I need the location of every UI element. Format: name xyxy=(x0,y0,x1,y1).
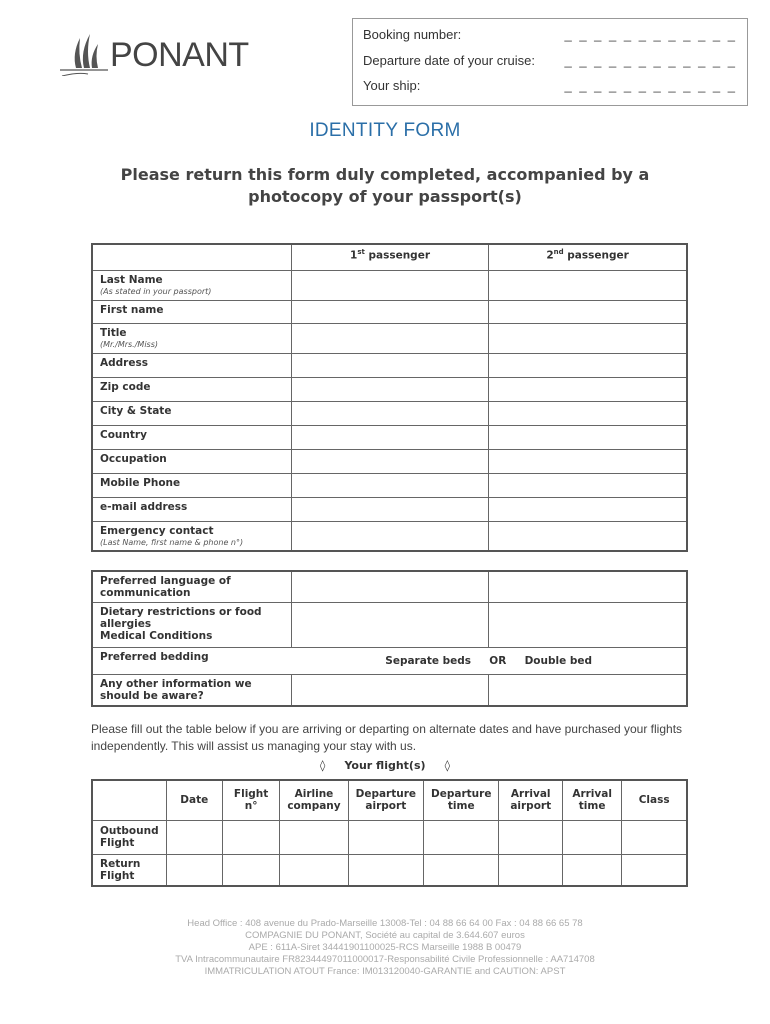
ship-blank[interactable]: _ _ _ _ _ _ _ _ _ _ _ _ xyxy=(564,78,737,93)
table-row xyxy=(92,571,687,603)
table-row xyxy=(92,300,687,323)
row-label-last-name: Last Name (As stated in your passport) xyxy=(92,270,291,300)
row-label-address: Address xyxy=(92,353,291,377)
passenger-table xyxy=(91,243,688,552)
table-row xyxy=(92,854,687,886)
outbound-flight-field[interactable] xyxy=(222,820,279,854)
email-p2-field[interactable] xyxy=(489,497,687,521)
row-label-mobile: Mobile Phone xyxy=(92,473,291,497)
zip-p2-field[interactable] xyxy=(489,377,687,401)
return-dep-airport-field[interactable] xyxy=(348,854,423,886)
emergency-p2-field[interactable] xyxy=(489,521,687,551)
flights-heading: ◊ Your flight(s) ◊ xyxy=(319,759,451,772)
table-header-row xyxy=(92,244,687,270)
return-flight-field[interactable] xyxy=(222,854,279,886)
table-row xyxy=(92,497,687,521)
flights-header-row xyxy=(92,780,687,820)
table-row xyxy=(92,603,687,648)
return-arr-airport-field[interactable] xyxy=(499,854,563,886)
outbound-dep-time-field[interactable] xyxy=(424,820,499,854)
ship-label: Your ship: xyxy=(363,78,421,93)
ship-row xyxy=(363,78,737,100)
dietary-p1-field[interactable] xyxy=(291,603,488,648)
country-p2-field[interactable] xyxy=(489,425,687,449)
return-arr-time-field[interactable] xyxy=(562,854,621,886)
row-label-language: Preferred language of communication xyxy=(92,571,291,603)
row-label-return: Return Flight xyxy=(92,854,166,886)
table-row xyxy=(92,401,687,425)
preferences-table xyxy=(91,570,688,707)
ponant-logo xyxy=(58,32,278,76)
row-label-dietary-medical: Dietary restrictions or food allergies Medical Conditions xyxy=(92,603,291,648)
return-date-field[interactable] xyxy=(166,854,222,886)
row-label-bedding: Preferred bedding xyxy=(92,648,291,675)
header-arrival-airport: Arrival airport xyxy=(499,780,563,820)
return-dep-time-field[interactable] xyxy=(424,854,499,886)
header-blank xyxy=(92,244,291,270)
row-label-city: City & State xyxy=(92,401,291,425)
footer-line: IMMATRICULATION ATOUT France: IM013120040-GARANTIE and CAUTION: APST xyxy=(204,966,566,977)
occupation-p1-field[interactable] xyxy=(291,449,488,473)
table-row xyxy=(92,353,687,377)
address-p2-field[interactable] xyxy=(489,353,687,377)
outbound-date-field[interactable] xyxy=(166,820,222,854)
return-airline-field[interactable] xyxy=(280,854,348,886)
language-p1-field[interactable] xyxy=(291,571,488,603)
mobile-p2-field[interactable] xyxy=(489,473,687,497)
occupation-p2-field[interactable] xyxy=(489,449,687,473)
mobile-p1-field[interactable] xyxy=(291,473,488,497)
city-p2-field[interactable] xyxy=(489,401,687,425)
header-arrival-time: Arrival time xyxy=(562,780,621,820)
table-row xyxy=(92,377,687,401)
row-label-country: Country xyxy=(92,425,291,449)
title-p2-field[interactable] xyxy=(489,323,687,353)
header-date: Date xyxy=(166,780,222,820)
form-subtitle: Please return this form duly completed, accompanied by a photocopy of your passport(s) xyxy=(120,165,650,206)
departure-date-blank[interactable]: _ _ _ _ _ _ _ _ _ _ _ _ xyxy=(564,53,737,68)
table-row xyxy=(92,675,687,707)
footer-line: APE : 611A-Siret 34441901100025-RCS Marseille 1988 B 00479 xyxy=(248,942,522,953)
footer-line: TVA Intracommunautaire FR82344497011000017-Responsabilité Civile Professionnelle : AA714708 xyxy=(175,954,595,965)
header-passenger-1: 1st passenger xyxy=(291,244,488,270)
booking-number-blank[interactable]: _ _ _ _ _ _ _ _ _ _ _ _ xyxy=(564,27,737,42)
first-name-p2-field[interactable] xyxy=(489,300,687,323)
flights-table xyxy=(91,779,688,887)
header-departure-airport: Departure airport xyxy=(348,780,423,820)
outbound-airline-field[interactable] xyxy=(280,820,348,854)
table-row xyxy=(92,270,687,300)
row-label-first-name: First name xyxy=(92,300,291,323)
booking-info-box xyxy=(352,18,748,106)
departure-date-row xyxy=(363,53,737,75)
brand-name: PONANT xyxy=(110,36,249,74)
sails-icon xyxy=(58,32,110,76)
first-name-p1-field[interactable] xyxy=(291,300,488,323)
footer-line: COMPAGNIE DU PONANT, Société au capital de 3.644.607 euros xyxy=(245,930,525,941)
row-label-outbound: Outbound Flight xyxy=(92,820,166,854)
table-row xyxy=(92,648,687,675)
row-label-title: Title (Mr./Mrs./Miss) xyxy=(92,323,291,353)
booking-number-row xyxy=(363,27,737,49)
zip-p1-field[interactable] xyxy=(291,377,488,401)
last-name-p1-field[interactable] xyxy=(291,270,488,300)
other-info-p1-field[interactable] xyxy=(291,675,488,707)
header-flight-no: Flight n° xyxy=(222,780,279,820)
bedding-options[interactable]: Separate beds OR Double bed xyxy=(291,648,687,675)
booking-number-label: Booking number: xyxy=(363,27,462,42)
outbound-arr-time-field[interactable] xyxy=(562,820,621,854)
language-p2-field[interactable] xyxy=(489,571,687,603)
outbound-arr-airport-field[interactable] xyxy=(499,820,563,854)
row-label-zip: Zip code xyxy=(92,377,291,401)
departure-date-label: Departure date of your cruise: xyxy=(363,53,535,68)
row-label-email: e-mail address xyxy=(92,497,291,521)
address-p1-field[interactable] xyxy=(291,353,488,377)
header-blank xyxy=(92,780,166,820)
header-airline: Airline company xyxy=(280,780,348,820)
footer xyxy=(90,918,680,978)
table-row xyxy=(92,820,687,854)
outbound-class-field[interactable] xyxy=(622,820,687,854)
header-class: Class xyxy=(622,780,687,820)
table-row xyxy=(92,425,687,449)
title-p1-field[interactable] xyxy=(291,323,488,353)
dietary-p2-field[interactable] xyxy=(489,603,687,648)
header-departure-time: Departure time xyxy=(424,780,499,820)
footer-line: Head Office : 408 avenue du Prado-Marseille 13008-Tel : 04 88 66 64 00 Fax : 04 88 66 65 78 xyxy=(187,918,583,929)
flight-instructions: Please fill out the table below if you are arriving or departing on alternate dates and have purchased your flights independently. This will assist us managing your stay with us. xyxy=(91,722,683,753)
last-name-p2-field[interactable] xyxy=(489,270,687,300)
table-row xyxy=(92,473,687,497)
table-row xyxy=(92,323,687,353)
email-p1-field[interactable] xyxy=(291,497,488,521)
city-p1-field[interactable] xyxy=(291,401,488,425)
row-label-other-info: Any other information we should be aware? xyxy=(92,675,291,707)
row-label-emergency: Emergency contact (Last Name, first name & phone n°) xyxy=(92,521,291,551)
emergency-p1-field[interactable] xyxy=(291,521,488,551)
return-class-field[interactable] xyxy=(622,854,687,886)
other-info-p2-field[interactable] xyxy=(489,675,687,707)
table-row xyxy=(92,449,687,473)
table-row xyxy=(92,521,687,551)
row-label-occupation: Occupation xyxy=(92,449,291,473)
country-p1-field[interactable] xyxy=(291,425,488,449)
outbound-dep-airport-field[interactable] xyxy=(348,820,423,854)
header-passenger-2: 2nd passenger xyxy=(489,244,687,270)
form-title: IDENTITY FORM xyxy=(309,120,461,141)
